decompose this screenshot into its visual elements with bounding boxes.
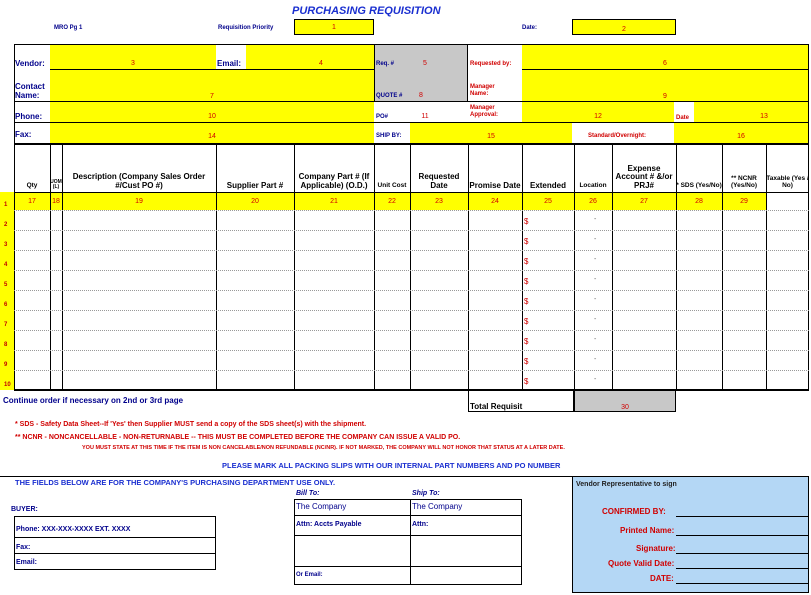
ship-by-label: SHIP BY: bbox=[376, 133, 402, 139]
table-row[interactable] bbox=[14, 210, 809, 211]
column-header: Taxable (Yes / No) bbox=[766, 175, 809, 190]
location-dash: - bbox=[594, 356, 597, 363]
extended-dollar: $ bbox=[524, 357, 529, 366]
location-dash: - bbox=[594, 276, 597, 283]
column-number: 25 bbox=[544, 198, 552, 205]
date-sign-label: DATE: bbox=[650, 574, 674, 583]
extended-dollar: $ bbox=[524, 277, 529, 286]
location-dash: - bbox=[594, 256, 597, 263]
date-sign-line[interactable] bbox=[676, 583, 808, 584]
row-number: 7 bbox=[4, 322, 8, 328]
vendor-value: 3 bbox=[131, 60, 135, 67]
row-number: 9 bbox=[4, 362, 8, 368]
page-title: PURCHASING REQUISITION bbox=[292, 5, 441, 17]
location-dash: - bbox=[594, 236, 597, 243]
priority-label: Requisition Priority bbox=[218, 25, 274, 31]
column-header: UOM (L) bbox=[50, 178, 62, 190]
buyer-fax: Fax: bbox=[16, 544, 31, 551]
address-divider bbox=[410, 499, 411, 585]
column-header: Description (Company Sales Order #/Cust PO #) bbox=[72, 172, 206, 190]
column-number: 28 bbox=[695, 198, 703, 205]
quote-value: 8 bbox=[419, 92, 423, 99]
location-dash: - bbox=[594, 336, 597, 343]
extended-dollar: $ bbox=[524, 317, 529, 326]
location-dash: - bbox=[594, 376, 597, 383]
table-row[interactable] bbox=[14, 370, 809, 371]
mro-label: MRO Pg 1 bbox=[54, 25, 83, 31]
requested-by-value: 6 bbox=[663, 60, 667, 67]
table-row[interactable] bbox=[14, 250, 809, 251]
requested-by-label: Requested by: bbox=[470, 61, 512, 67]
buyer-line1 bbox=[14, 537, 216, 538]
table-row[interactable] bbox=[14, 270, 809, 271]
bottom-divider bbox=[0, 476, 572, 477]
table-row[interactable] bbox=[14, 290, 809, 291]
total-value: 30 bbox=[621, 404, 629, 411]
priority-value: 1 bbox=[332, 24, 336, 31]
sds-note: * SDS - Safety Data Sheet--If 'Yes' then Supplier MUST send a copy of the SDS sheet(s) with the shipment. bbox=[15, 421, 367, 428]
buyer-label: BUYER: bbox=[11, 506, 38, 513]
total-label: Total Requisit bbox=[470, 402, 523, 411]
address-box bbox=[294, 499, 522, 585]
req-value: 5 bbox=[423, 60, 427, 67]
address-line2 bbox=[294, 535, 522, 536]
row-number: 6 bbox=[4, 302, 8, 308]
column-header: Supplier Part # bbox=[226, 180, 284, 190]
vendor-label: Vendor: bbox=[15, 59, 45, 68]
table-row[interactable] bbox=[14, 310, 809, 311]
table-row[interactable] bbox=[14, 230, 809, 231]
phone-value: 10 bbox=[208, 113, 216, 120]
standard-overnight-label: Standard/Overnight: bbox=[588, 133, 647, 139]
packing-slip-note: PLEASE MARK ALL PACKING SLIPS WITH OUR INTERNAL PART NUMBERS AND PO NUMBER bbox=[222, 461, 561, 470]
extended-dollar: $ bbox=[524, 217, 529, 226]
column-header: Location bbox=[579, 182, 607, 190]
fax-value: 14 bbox=[208, 133, 216, 140]
manager-approval-label: Manager Approval: bbox=[470, 105, 499, 118]
manager-approval-value: 12 bbox=[594, 113, 602, 120]
signature-line[interactable] bbox=[676, 553, 808, 554]
column-number: 17 bbox=[28, 198, 36, 205]
column-number: 29 bbox=[740, 198, 748, 205]
column-header: Qty bbox=[26, 182, 38, 190]
ship-to-attn: Attn: bbox=[412, 521, 429, 528]
address-line3 bbox=[294, 566, 522, 567]
column-number: 19 bbox=[135, 198, 143, 205]
column-number: 21 bbox=[330, 198, 338, 205]
quote-label: QUOTE # bbox=[376, 93, 403, 99]
email-value: 4 bbox=[319, 60, 323, 67]
ship-by-value: 15 bbox=[487, 133, 495, 140]
confirmed-by-line[interactable] bbox=[676, 516, 808, 517]
address-line1 bbox=[294, 515, 522, 516]
row-number: 3 bbox=[4, 242, 8, 248]
bill-to-label: Bill To: bbox=[296, 490, 320, 497]
column-header: Expense Account # &/or PRJ# bbox=[615, 163, 673, 190]
column-number: 26 bbox=[589, 198, 597, 205]
row-number: 1 bbox=[4, 202, 8, 208]
po-label: PO# bbox=[376, 114, 389, 120]
table-row[interactable] bbox=[14, 350, 809, 351]
column-header: Company Part # (If Applicable) (O.D.) bbox=[298, 172, 370, 190]
column-header: Promise Date bbox=[469, 180, 521, 190]
email-label: Email: bbox=[217, 59, 242, 68]
location-dash: - bbox=[594, 296, 597, 303]
row-number: 4 bbox=[4, 262, 8, 268]
column-number: 20 bbox=[251, 198, 259, 205]
column-number: 23 bbox=[435, 198, 443, 205]
ncnr-note: ** NCNR - NONCANCELLABLE - NON-RETURNABLE -- THIS MUST BE COMPLETED BEFORE THE COMPANY CAN ISSUE A VALID PO. bbox=[15, 434, 461, 441]
extended-dollar: $ bbox=[524, 297, 529, 306]
extended-dollar: $ bbox=[524, 237, 529, 246]
po-value: 11 bbox=[421, 113, 429, 120]
date-label: Date: bbox=[522, 25, 538, 31]
column-number: 18 bbox=[52, 198, 60, 205]
extended-dollar: $ bbox=[524, 377, 529, 386]
standard-overnight-value: 16 bbox=[737, 133, 745, 140]
req-label: Req. # bbox=[376, 61, 395, 67]
contact-label: Contact Name: bbox=[15, 82, 45, 100]
table-row[interactable] bbox=[14, 330, 809, 331]
table-bottom-line bbox=[14, 390, 809, 391]
column-header: Extended bbox=[529, 180, 566, 190]
printed-name-label: Printed Name: bbox=[620, 526, 675, 535]
fax-label: Fax: bbox=[15, 130, 32, 139]
row-number: 8 bbox=[4, 342, 8, 348]
date-value: 2 bbox=[622, 26, 626, 33]
manager-name-label: Manager Name: bbox=[470, 84, 495, 97]
manager-name-value: 9 bbox=[663, 93, 667, 100]
location-dash: - bbox=[594, 316, 597, 323]
column-header: Requested Date bbox=[418, 172, 460, 190]
buyer-line2 bbox=[14, 553, 216, 554]
location-dash: - bbox=[594, 216, 597, 223]
date2-value: 13 bbox=[760, 113, 768, 120]
quote-valid-line[interactable] bbox=[676, 568, 808, 569]
contact-value: 7 bbox=[210, 93, 214, 100]
column-number: 22 bbox=[388, 198, 396, 205]
quote-valid-label: Quote Valid Date: bbox=[608, 559, 675, 568]
ncnr-note-detail: YOU MUST STATE AT THIS TIME IF THE ITEM IS NON CANCELABLE/NON REFUNDABLE (NC/NR). IF NOT MARKED, THE COMPANY WILL NOT HONOR THAT STATUS AT A LATER DATE. bbox=[82, 445, 565, 451]
buyer-email: Email: bbox=[16, 559, 38, 566]
bill-to-attn: Attn: Accts Payable bbox=[296, 521, 362, 528]
continue-note: Continue order if necessary on 2nd or 3rd page bbox=[3, 396, 184, 405]
ship-to-company: The Company bbox=[412, 502, 463, 511]
vendor-rep-title: Vendor Representative to sign bbox=[576, 481, 677, 488]
buyer-info-box bbox=[14, 516, 216, 570]
extended-dollar: $ bbox=[524, 337, 529, 346]
or-email: Or Email: bbox=[296, 572, 323, 578]
confirmed-by-label: CONFIRMED BY: bbox=[602, 507, 666, 516]
printed-name-line[interactable] bbox=[676, 535, 808, 536]
signature-label: Signature: bbox=[636, 544, 676, 553]
column-number: 27 bbox=[640, 198, 648, 205]
bill-to-company: The Company bbox=[296, 502, 347, 511]
column-header: Unit Cost bbox=[377, 182, 407, 190]
fields-header: THE FIELDS BELOW ARE FOR THE COMPANY'S PURCHASING DEPARTMENT USE ONLY. bbox=[15, 478, 336, 487]
column-header: ** NCNR (Yes/No) bbox=[730, 175, 757, 190]
ship-to-label: Ship To: bbox=[412, 490, 440, 497]
col-number-cell bbox=[766, 192, 809, 210]
date2-label: Date bbox=[676, 115, 690, 121]
row-number: 5 bbox=[4, 282, 8, 288]
column-header: * SDS (Yes/No) bbox=[676, 182, 722, 190]
row-number: 10 bbox=[4, 382, 11, 388]
column-number: 24 bbox=[491, 198, 499, 205]
row-number: 2 bbox=[4, 222, 8, 228]
extended-dollar: $ bbox=[524, 257, 529, 266]
buyer-phone: Phone: XXX-XXX-XXXX EXT. XXXX bbox=[16, 526, 131, 533]
phone-label: Phone: bbox=[15, 112, 43, 121]
